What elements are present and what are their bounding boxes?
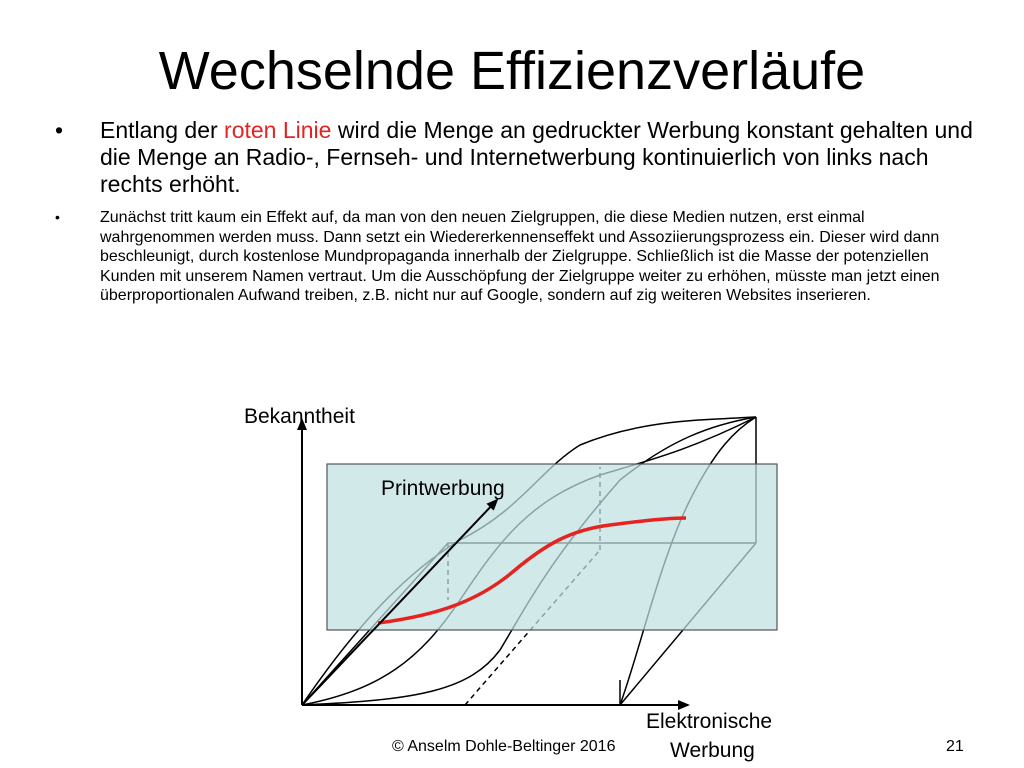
bullet-1-text-after: wird die Menge an gedruckter Werbung konstant gehalten und die Menge an Radio-, Fernseh- und Internetwerbung kontinuierlich von links nach rechts erhöht. <box>100 117 973 197</box>
bullet-2-text: Zunächst tritt kaum ein Effekt auf, da man von den neuen Zielgruppen, die diese Medien nutzen, erst einmal wahrgenommen werden muss. Dann setzt ein Wiedererkennenseffekt und Assoziierungsprozess ein. Dieser wird dann beschleunigt, durch kostenlose Mundpropaganda innerhalb der Zielgruppe. Schließlich ist die Masse der potenziellen Kunden mit unserem Namen vertraut. Um die Ausschöpfung der Zielgruppe weiter zu erhöhen, müsste man jetzt einen überproportionalen Aufwand treiben, z.B. nicht nur auf Google, sondern auf zig weiteren Websites inserieren. <box>100 209 940 304</box>
slide-title: Wechselnde Effizienzverläufe <box>158 41 866 101</box>
bullet-dot-icon: • <box>55 117 64 143</box>
bullet-dot-icon: • <box>55 209 60 225</box>
x-axis-label-line1: Elektronische <box>646 710 773 733</box>
depth-axis-label: Printwerbung <box>381 477 505 500</box>
bullet-1-text-before: Entlang der <box>100 117 225 143</box>
y-axis-label: Bekanntheit <box>244 405 355 428</box>
bullet-1-highlight: roten Linie <box>224 117 332 143</box>
page-number: 21 <box>946 738 964 755</box>
x-axis-label-line2: Werbung <box>670 739 755 762</box>
footer-copyright: © Anselm Dohle-Beltinger 2016 <box>392 738 616 755</box>
